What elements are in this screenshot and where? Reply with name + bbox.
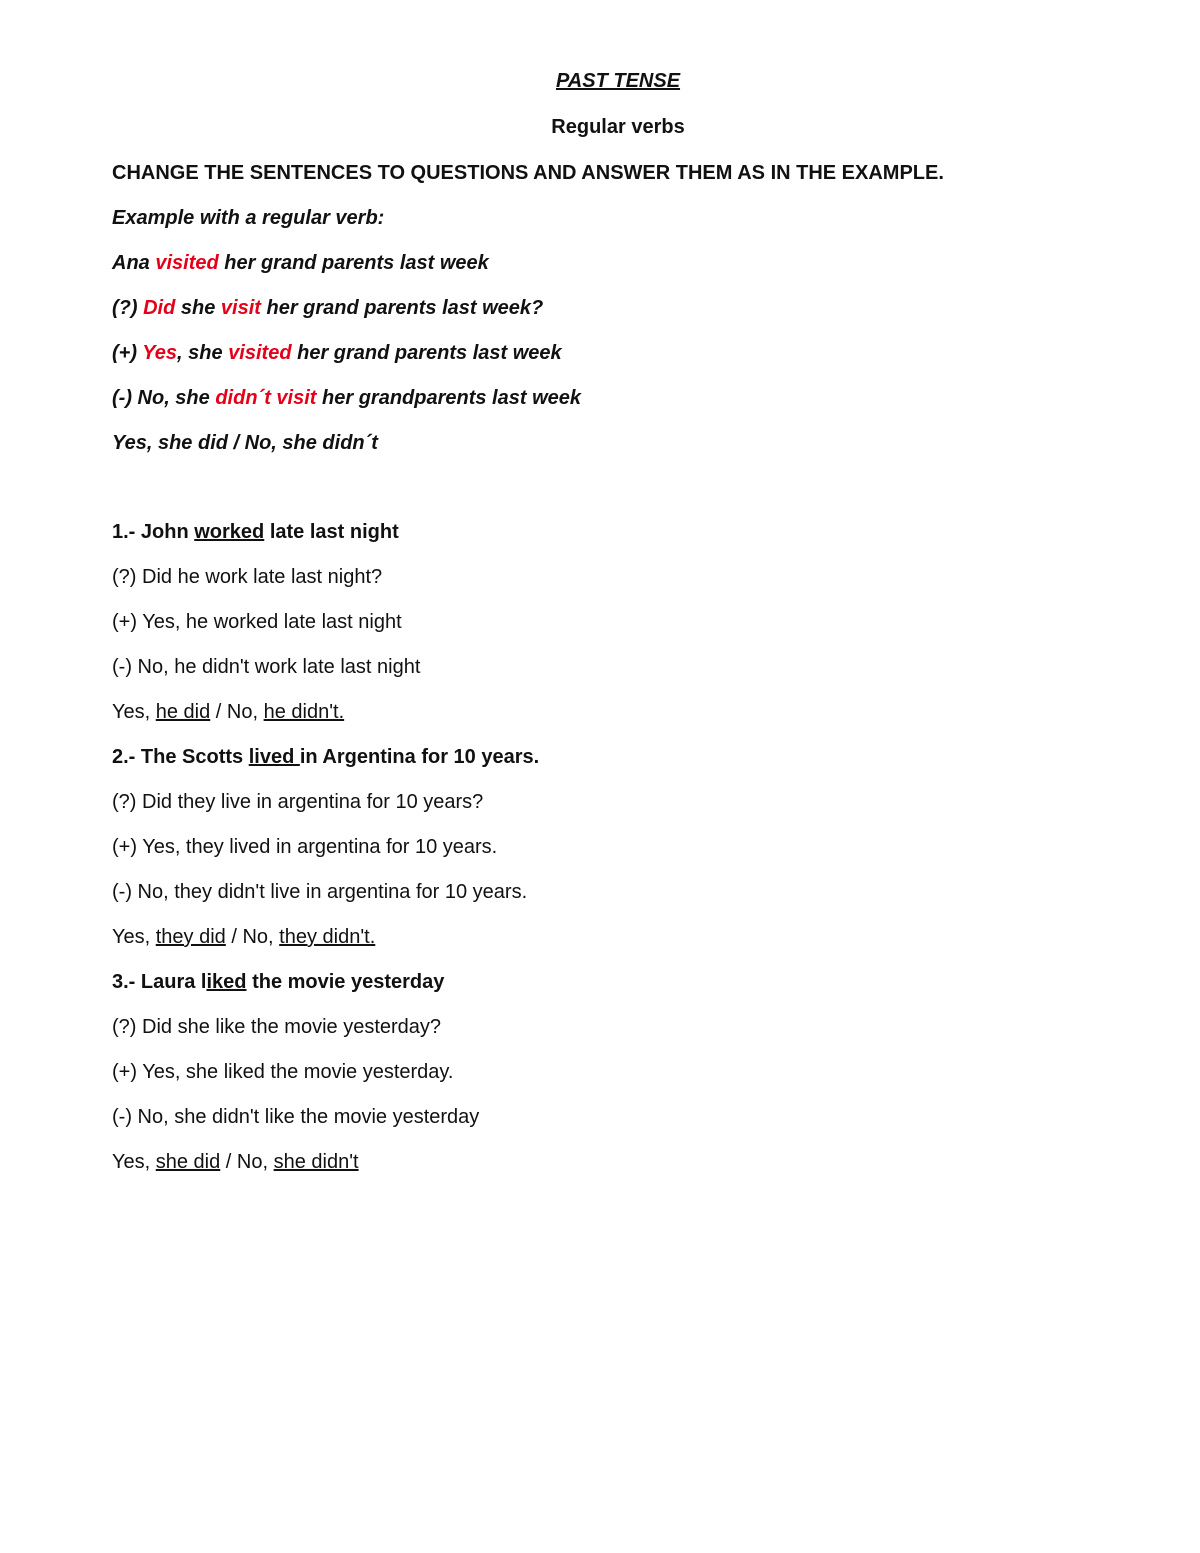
highlighted-verb: Yes: [142, 342, 178, 364]
exercise-prompt: [112, 744, 1160, 789]
underlined-verb: worked: [194, 521, 265, 543]
text-segment: (-) No, she: [112, 387, 216, 409]
page-subtitle: Regular verbs: [551, 116, 685, 138]
text-segment: / No,: [225, 926, 280, 948]
text-segment: 3.- Laura l: [112, 971, 207, 993]
text-segment: / No,: [210, 701, 264, 723]
highlighted-verb: visited: [228, 342, 292, 364]
exercise-short-answer: [112, 924, 1160, 969]
underlined-verb: lived: [248, 746, 300, 768]
text-segment: 2.- The Scotts: [112, 746, 249, 768]
text-segment: late last night: [264, 521, 399, 543]
underlined-answer: they didn't.: [279, 926, 376, 948]
text-segment: (+): [112, 342, 143, 364]
underlined-answer: he didn't.: [263, 701, 345, 723]
underlined-answer: she did: [155, 1151, 221, 1173]
exercise-positive: (+) Yes, she liked the movie yesterday.: [112, 1061, 454, 1083]
underlined-verb: iked: [206, 971, 247, 993]
text-segment: Yes,: [112, 1151, 156, 1173]
text-segment: Ana: [112, 252, 156, 274]
text-segment: the movie yesterday: [246, 971, 445, 993]
exercise-prompt: [112, 519, 1160, 564]
highlighted-verb: didn´t visit: [215, 387, 317, 409]
text-segment: she: [175, 297, 221, 319]
exercise-question: (?) Did she like the movie yesterday?: [112, 1016, 442, 1038]
text-segment: in Argentina for 10 years.: [299, 746, 540, 768]
exercise-positive: (+) Yes, they lived in argentina for 10 years.: [112, 836, 498, 858]
highlighted-verb: visited: [155, 252, 219, 274]
text-segment: her grandparents last week: [316, 387, 581, 409]
exercise-negative: (-) No, he didn't work late last night: [112, 656, 421, 678]
exercise-negative: (-) No, they didn't live in argentina for 10 years.: [112, 881, 528, 903]
text-segment: her grand parents last week: [218, 252, 489, 274]
example-sentence: [112, 250, 1160, 295]
text-segment: 1.- John: [112, 521, 195, 543]
text-segment: her grand parents last week?: [260, 297, 544, 319]
exercise-question: (?) Did he work late last night?: [112, 566, 383, 588]
exercise-short-answer: [112, 1149, 1160, 1194]
spacer: [112, 475, 1160, 519]
text-segment: Yes,: [112, 926, 156, 948]
document-body: [112, 160, 1160, 1194]
exercise-question: (?) Did they live in argentina for 10 years?: [112, 791, 484, 813]
instruction: CHANGE THE SENTENCES TO QUESTIONS AND ANSWER THEM AS IN THE EXAMPLE.: [112, 162, 944, 184]
text-segment: (?): [112, 297, 144, 319]
underlined-answer: they did: [155, 926, 226, 948]
exercise-prompt: [112, 969, 1160, 1014]
text-segment: , she: [177, 342, 229, 364]
exercise-positive: (+) Yes, he worked late last night: [112, 611, 402, 633]
example-negative: [112, 385, 1160, 430]
example-heading: Example with a regular verb:: [112, 207, 385, 229]
example-positive: [112, 340, 1160, 385]
exercise-negative: (-) No, she didn't like the movie yesterday: [112, 1106, 480, 1128]
highlighted-verb: visit: [220, 297, 261, 319]
underlined-answer: she didn't: [273, 1151, 359, 1173]
text-segment: Yes,: [112, 701, 156, 723]
example-short-answer: Yes, she did / No, she didn´t: [112, 432, 378, 454]
underlined-answer: he did: [155, 701, 211, 723]
text-segment: / No,: [220, 1151, 274, 1173]
text-segment: her grand parents last week: [291, 342, 562, 364]
highlighted-verb: Did: [143, 297, 176, 319]
example-question: [112, 295, 1160, 340]
page-title: PAST TENSE: [555, 70, 681, 92]
exercise-short-answer: [112, 699, 1160, 744]
